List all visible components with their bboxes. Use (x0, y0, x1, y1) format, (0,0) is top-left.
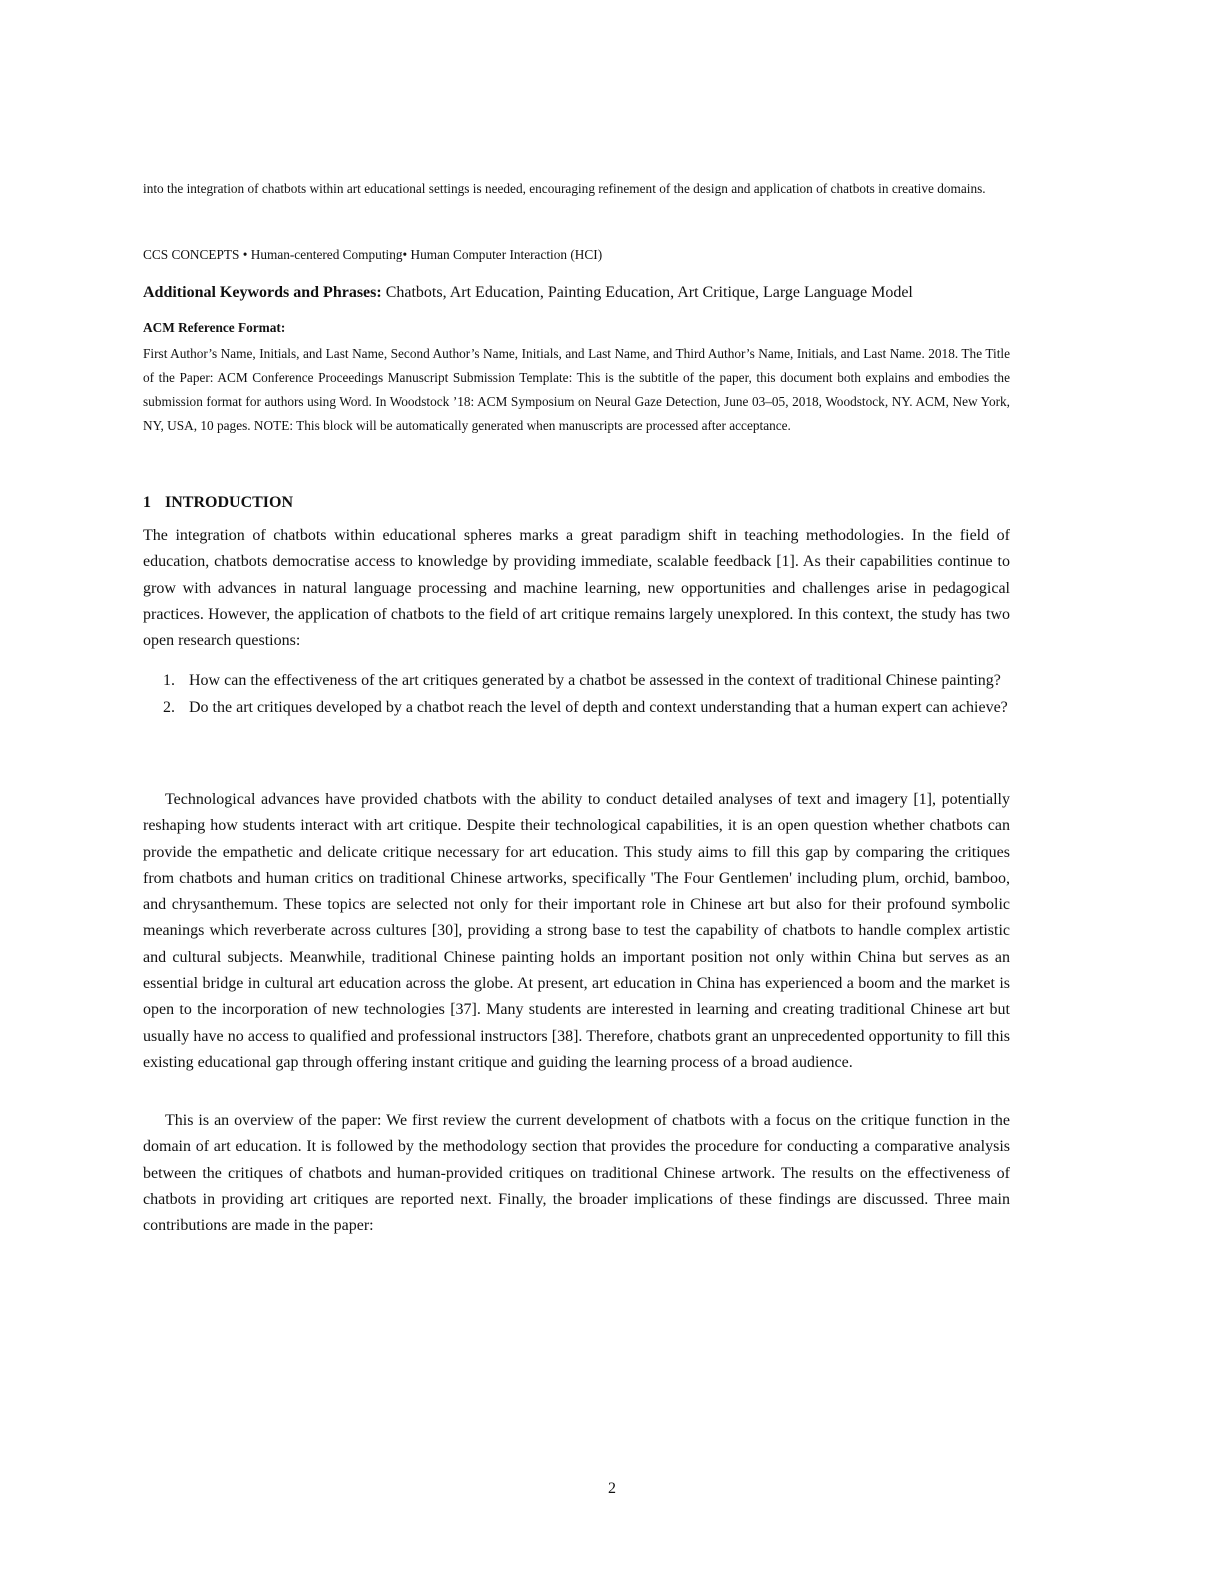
page-number: 2 (608, 1480, 616, 1497)
intro-paragraph-1: The integration of chatbots within educational spheres marks a great paradigm shift in teaching methodologies. In the field of education, chatbots democratise access to knowledge by providing immediate, scalable feedback [1]. As their capabilities continue to grow with advances in natural language processing and machine learning, new opportunities and challenges arise in pedagogical practices. However, the application of chatbots to the field of art critique remains largely unexplored. In this context, the study has two open research questions: (143, 527, 1010, 650)
section-number: 1 (143, 494, 151, 511)
list-item-text: Do the art critiques developed by a chatbot reach the level of depth and context understanding that a human expert can achieve? (189, 699, 1008, 717)
intro-paragraph-3: This is an overview of the paper: We first review the current development of chatbots with a focus on the critique function in the domain of art education. It is followed by the methodology section that provides the procedure for conducting a comparative analysis between the critiques of chatbots and human-provided critiques on traditional Chinese artwork. The results on the effectiveness of chatbots in providing art critiques are reported next. Finally, the broader implications of these findings are discussed. Three main contributions are made in the paper: (143, 1112, 1010, 1235)
acm-reference-heading: ACM Reference Format: (143, 320, 286, 335)
section-title: INTRODUCTION (165, 494, 294, 511)
list-item-text: How can the effectiveness of the art critiques generated by a chatbot be assessed in the context of traditional Chinese painting? (189, 672, 1001, 689)
keywords-text: Chatbots, Art Education, Painting Education, Art Critique, Large Language Model (381, 284, 913, 301)
acm-reference-text: First Author’s Name, Initials, and Last Name, Second Author’s Name, Initials, and Last Name, and Third Author’s Name, Initials, and Last Name. 2018. The Title of the Paper: ACM Conference Proceedings Manuscript Submission Template: This is the subtitle of the paper, this document both explains and embodies the submission format for authors using Word. In Woodstock ’18: ACM Symposium on Neural Gaze Detection, June 03–05, 2018, Woodstock, NY. ACM, New York, NY, USA, 10 pages. NOTE: This block will be automatically generated when manuscripts are processed after acceptance. (143, 346, 1010, 433)
keywords-label: Additional Keywords and Phrases: (143, 284, 382, 301)
ccs-concepts: CCS CONCEPTS • Human-centered Computing• Human Computer Interaction (HCI) (143, 247, 603, 262)
list-item (163, 668, 1010, 694)
section-heading-introduction (143, 490, 1010, 516)
list-marker: 1. (163, 672, 175, 689)
list-item (163, 695, 1010, 721)
research-questions-list (163, 668, 1010, 723)
intro-paragraph-2: Technological advances have provided chatbots with the ability to conduct detailed analyses of text and imagery [1], potentially reshaping how students interact with art critique. Despite their technological capabilities, it is an open question whether chatbots can provide the empathetic and delicate critique necessary for art education. This study aims to fill this gap by comparing the critiques from chatbots and human critics on traditional Chinese artworks, specifically 'The Four Gentlemen' including plum, orchid, bamboo, and chrysanthemum. These topics are selected not only for their important role in Chinese art but also for their profound symbolic meanings which reverberate across cultures [30], providing a strong base to test the capability of chatbots to handle complex artistic and cultural subjects. Meanwhile, traditional Chinese painting holds an important position not only within China but serves as an essential bridge in cultural art education across the globe. At present, art education in China has experienced a boom and the market is open to the incorporation of new technologies [37]. Many students are interested in learning and creating traditional Chinese art but usually have no access to qualified and professional instructors [38]. Therefore, chatbots grant an unprecedented opportunity to fill this existing educational gap through offering instant critique and guiding the learning process of a broad audience. (143, 791, 1010, 1071)
abstract-continuation: into the integration of chatbots within art educational settings is needed, encouraging refinement of the design and application of chatbots in creative domains. (143, 181, 986, 196)
keywords-line (143, 281, 1010, 305)
list-marker: 2. (163, 699, 175, 717)
